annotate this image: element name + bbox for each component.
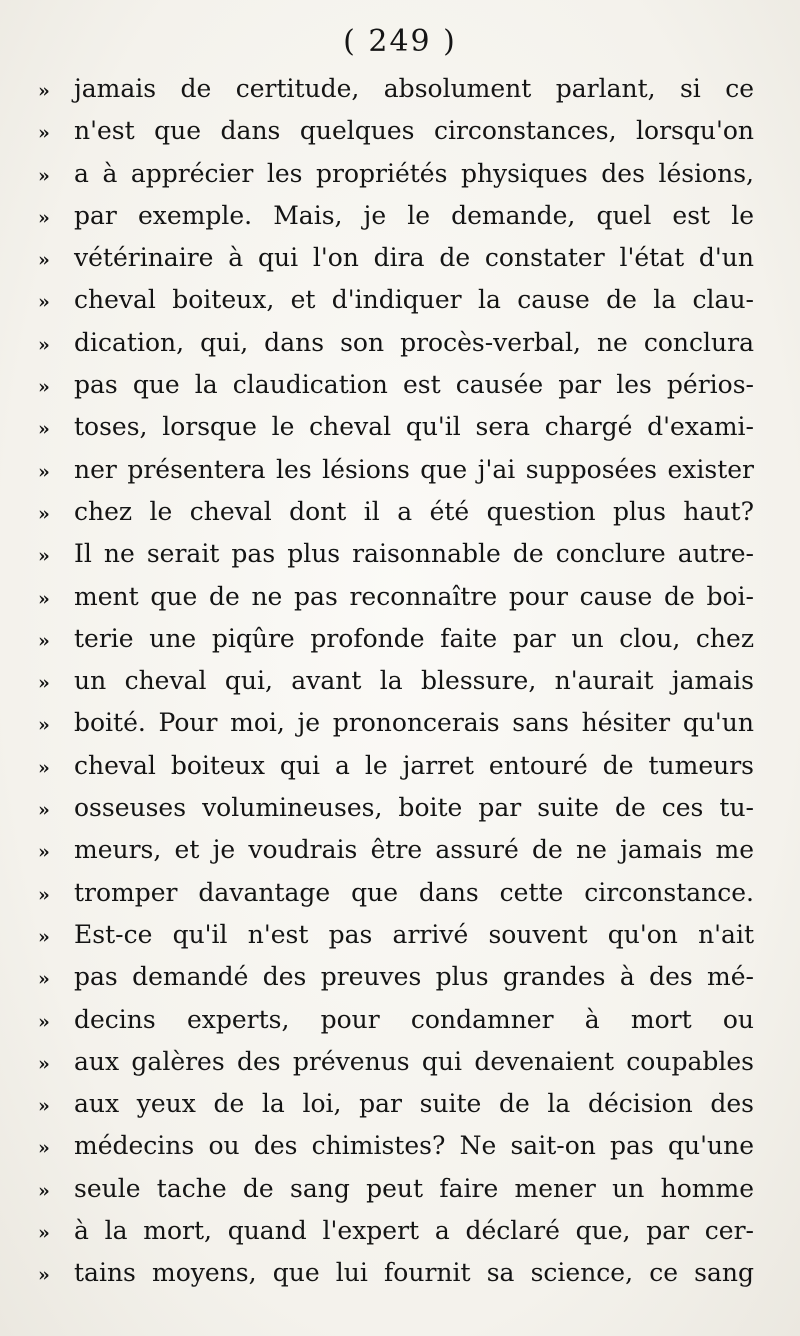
line-text: Est-ce qu'il n'est pas arrivé souvent qu'on n'ait (74, 919, 754, 949)
quote-mark: » (38, 714, 50, 737)
line-text: médecins ou des chimistes? Ne sait-on pas qu'une (74, 1131, 754, 1161)
text-line (38, 582, 754, 624)
line-text: tains moyens, que lui fournit sa science, ce sang (74, 1258, 754, 1288)
text-line (38, 539, 754, 581)
line-text: tromper davantage que dans cette circonstance. (74, 877, 754, 907)
quote-mark: » (38, 756, 50, 779)
line-text: chez le cheval dont il a été question plus haut? (74, 496, 754, 526)
text-line (38, 201, 754, 243)
page-number: ( 249 ) (343, 24, 457, 59)
quote-mark: » (38, 1137, 50, 1160)
quote-mark: » (38, 1095, 50, 1118)
line-text: cheval boiteux, et d'indiquer la cause de la clau- (74, 285, 754, 315)
text-line (38, 455, 754, 497)
text-line (38, 285, 754, 327)
quote-mark: » (38, 164, 50, 187)
text-line (38, 74, 754, 116)
text-line (38, 708, 754, 750)
quote-mark: » (38, 545, 50, 568)
quote-mark: » (38, 968, 50, 991)
line-text: pas demandé des preuves plus grandes à des mé- (74, 962, 754, 992)
quote-mark: » (38, 460, 50, 483)
text-line (38, 159, 754, 201)
quote-mark: » (38, 291, 50, 314)
line-text: seule tache de sang peut faire mener un homme (74, 1173, 754, 1203)
quote-mark: » (38, 883, 50, 906)
line-text: vétérinaire à qui l'on dira de constater l'état d'un (74, 243, 754, 273)
quote-mark: » (38, 1222, 50, 1245)
line-text: decins experts, pour condamner à mort ou (74, 1004, 754, 1034)
line-text: meurs, et je voudrais être assuré de ne jamais me (74, 835, 754, 865)
quote-mark: » (38, 502, 50, 525)
text-line (38, 1131, 754, 1173)
text-line (38, 328, 754, 370)
text-line (38, 835, 754, 877)
line-text: n'est que dans quelques circonstances, lorsqu'on (74, 116, 754, 146)
text-line (38, 920, 754, 962)
text-line (38, 243, 754, 285)
body-text (38, 74, 754, 1301)
line-text: dication, qui, dans son procès-verbal, ne conclura (74, 327, 754, 357)
text-line (38, 1216, 754, 1258)
line-text: ment que de ne pas reconnaître pour cause de boi- (74, 581, 754, 611)
line-text: terie une piqûre profonde faite par un clou, chez (74, 623, 754, 653)
quote-mark: » (38, 925, 50, 948)
quote-mark: » (38, 672, 50, 695)
text-line (38, 1089, 754, 1131)
line-text: jamais de certitude, absolument parlant, si ce (74, 74, 754, 103)
text-line (38, 1174, 754, 1216)
quote-mark: » (38, 249, 50, 272)
quote-mark: » (38, 122, 50, 145)
quote-mark: » (38, 1264, 50, 1287)
text-line (38, 666, 754, 708)
text-line (38, 1047, 754, 1089)
line-text: cheval boiteux qui a le jarret entouré de tumeurs (74, 750, 754, 780)
text-line (38, 962, 754, 1004)
line-text: osseuses volumineuses, boite par suite de ces tu- (74, 793, 754, 823)
text-line (38, 412, 754, 454)
line-text: un cheval qui, avant la blessure, n'aurait jamais (74, 666, 754, 696)
quote-mark: » (38, 376, 50, 399)
quote-mark: » (38, 629, 50, 652)
line-text: a à apprécier les propriétés physiques des lésions, (74, 158, 754, 188)
line-text: par exemple. Mais, je le demande, quel est le (74, 200, 754, 230)
line-text: boité. Pour moi, je prononcerais sans hésiter qu'un (74, 708, 754, 738)
quote-mark: » (38, 1052, 50, 1075)
quote-mark: » (38, 841, 50, 864)
quote-mark: » (38, 333, 50, 356)
text-line (38, 751, 754, 793)
quote-mark: » (38, 418, 50, 441)
text-line (38, 370, 754, 412)
line-text: à la mort, quand l'expert a déclaré que, par cer- (74, 1216, 754, 1246)
line-text: Il ne serait pas plus raisonnable de conclure autre- (74, 539, 754, 569)
line-text: aux yeux de la loi, par suite de la décision des (74, 1089, 754, 1119)
text-line (38, 1258, 754, 1300)
quote-mark: » (38, 1010, 50, 1033)
quote-mark: » (38, 80, 50, 102)
text-line (38, 878, 754, 920)
text-line (38, 497, 754, 539)
quote-mark: » (38, 799, 50, 822)
line-text: aux galères des prévenus qui devenaient coupables (74, 1046, 754, 1076)
line-text: toses, lorsque le cheval qu'il sera chargé d'exami- (74, 412, 754, 442)
text-line (38, 793, 754, 835)
quote-mark: » (38, 587, 50, 610)
text-line (38, 624, 754, 666)
quote-mark: » (38, 1179, 50, 1202)
text-line (38, 1005, 754, 1047)
line-text: ner présentera les lésions que j'ai supposées exister (74, 454, 754, 484)
quote-mark: » (38, 206, 50, 229)
line-text: pas que la claudication est causée par les périos- (74, 370, 754, 400)
text-line (38, 116, 754, 158)
